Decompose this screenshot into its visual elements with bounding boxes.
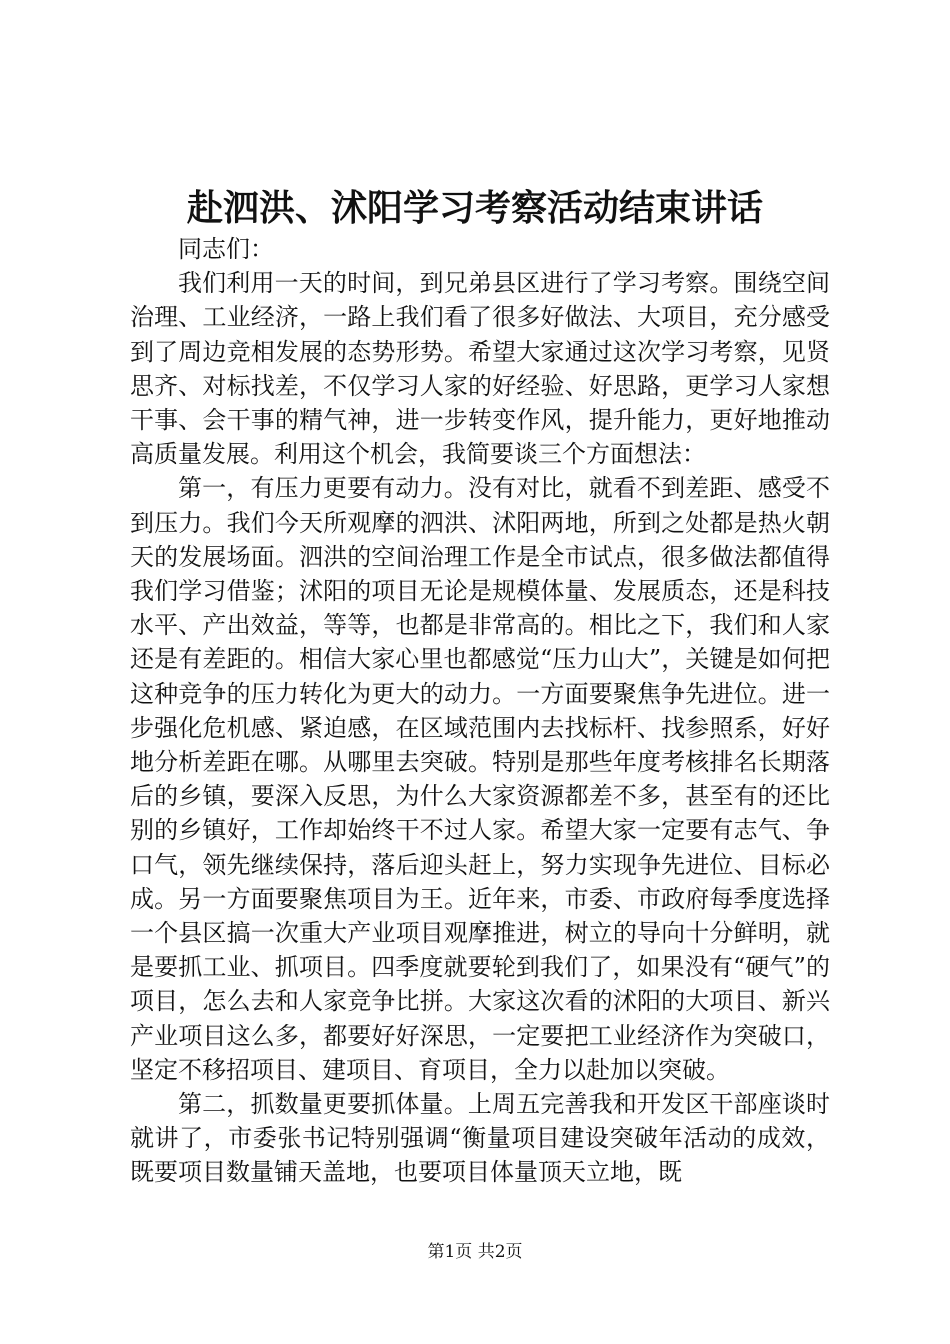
document-title: 赴泗洪、沭阳学习考察活动结束讲话 (186, 187, 763, 229)
page-number-footer: 第1页 共2页 (427, 1242, 523, 1262)
paragraph-intro: 我们利用一天的时间，到兄弟县区进行了学习考察。围绕空间治理、工业经济，一路上我们看了很多好做法、大项目，充分感受到了周边竞相发展的态势形势。希望大家通过这次学习考察，见贤思齐、对标找差，不仅学习人家的好经验、好思路，更学习人家想干事、会干事的精气神，进一步转变作风，提升能力，更好地推动高质量发展。利用这个机会，我简要谈三个方面想法： (130, 269, 830, 469)
document-body (130, 232, 830, 1190)
paragraph-first-point: 第一，有压力更要有动力。没有对比，就看不到差距、感受不到压力。我们今天所观摩的泗洪、沭阳两地，所到之处都是热火朝天的发展场面。泗洪的空间治理工作是全市试点，很多做法都值得我们学习借鉴；沭阳的项目无论是规模体量、发展质态，还是科技水平、产出效益，等等，也都是非常高的。相比之下，我们和人家还是有差距的。相信大家心里也都感觉“压力山大”，关键是如何把这种竞争的压力转化为更大的动力。一方面要聚焦争先进位。进一步强化危机感、紧迫感，在区域范围内去找标杆、找参照系，好好地分析差距在哪。从哪里去突破。特别是那些年度考核排名长期落后的乡镇，要深入反思，为什么大家资源都差不多，甚至有的还比别的乡镇好，工作却始终干不过人家。希望大家一定要有志气、争口气，领先继续保持，落后迎头赶上，努力实现争先进位、目标必成。另一方面要聚焦项目为王。近年来，市委、市政府每季度选择一个县区搞一次重大产业项目观摩推进，树立的导向十分鲜明，就是要抓工业、抓项目。四季度就要轮到我们了，如果没有“硬气”的项目，怎么去和人家竞争比拼。大家这次看的沭阳的大项目、新兴产业项目这么多，都要好好深思，一定要把工业经济作为突破口，坚定不移招项目、建项目、育项目，全力以赴加以突破。 (130, 474, 830, 1084)
salutation: 同志们： (178, 235, 274, 263)
paragraph-second-point: 第二，抓数量更要抓体量。上周五完善我和开发区干部座谈时就讲了，市委张书记特别强调“衡量项目建设突破年活动的成效，既要项目数量铺天盖地，也要项目体量顶天立地，既 (130, 1090, 830, 1187)
